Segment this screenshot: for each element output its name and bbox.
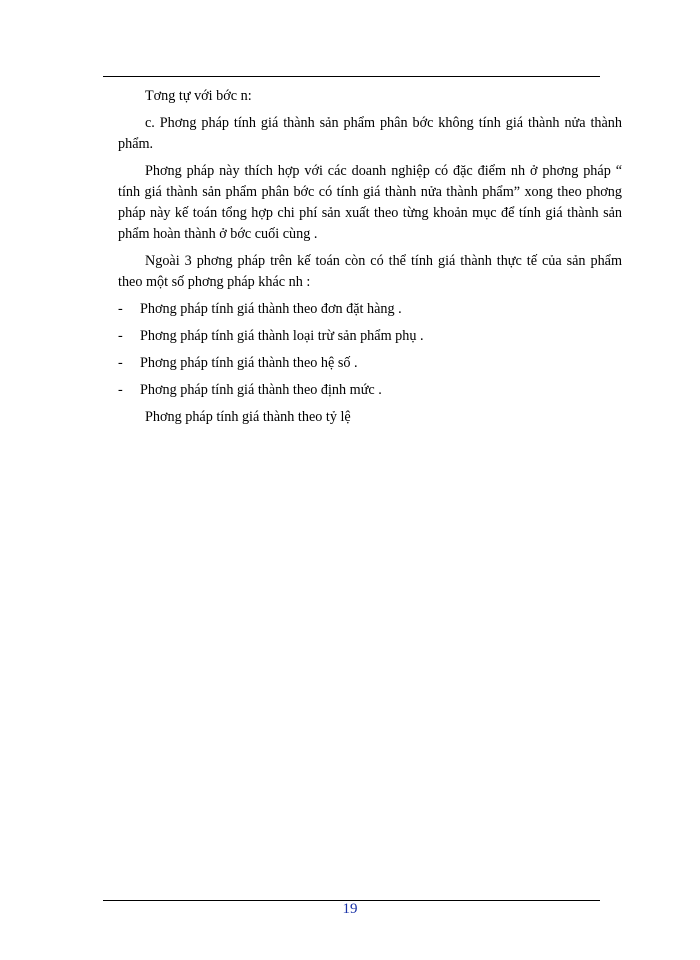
document-body <box>118 86 622 434</box>
bullet-dash: - <box>118 301 123 317</box>
bullet-dash: - <box>118 328 123 344</box>
list-item <box>118 299 622 320</box>
page-number: 19 <box>342 901 358 917</box>
bullet-dash: - <box>118 355 123 371</box>
paragraph-other-methods-intro: Ngoài 3 phơng pháp trên kế toán còn có thể tính giá thành thực tế của sản phẩm theo một số phơng pháp khác nh : <box>118 253 622 290</box>
list-item <box>118 380 622 401</box>
paragraph-final-line: Phơng pháp tính giá thành theo tỷ lệ <box>145 409 351 425</box>
list-item-text: Phơng pháp tính giá thành loại trừ sản phẩm phụ . <box>140 328 424 344</box>
list-item <box>118 353 622 374</box>
section-heading-c: c. Phơng pháp tính giá thành sản phẩm phân bớc không tính giá thành nửa thành phẩm. <box>118 115 622 152</box>
list-item-text: Phơng pháp tính giá thành theo đơn đặt hàng . <box>140 301 402 317</box>
list-item-text: Phơng pháp tính giá thành theo định mức . <box>140 382 382 398</box>
list-item <box>118 326 622 347</box>
paragraph-similar-steps: Tơng tự với bớc n: <box>145 88 252 104</box>
list-item-text: Phơng pháp tính giá thành theo hệ số . <box>140 355 358 371</box>
bullet-dash: - <box>118 382 123 398</box>
header-rule <box>103 76 600 77</box>
paragraph-method-suitability: Phơng pháp này thích hợp với các doanh nghiệp có đặc điểm nh ở phơng pháp “ tính giá thành sản phẩm phân bớc có tính giá thành nửa thành phẩm” xong theo phơng pháp này kế toán tổng hợp chi phí sản xuất theo từng khoản mục để tính giá thành sản phẩm hoàn thành ở bớc cuối cùng . <box>118 163 622 242</box>
